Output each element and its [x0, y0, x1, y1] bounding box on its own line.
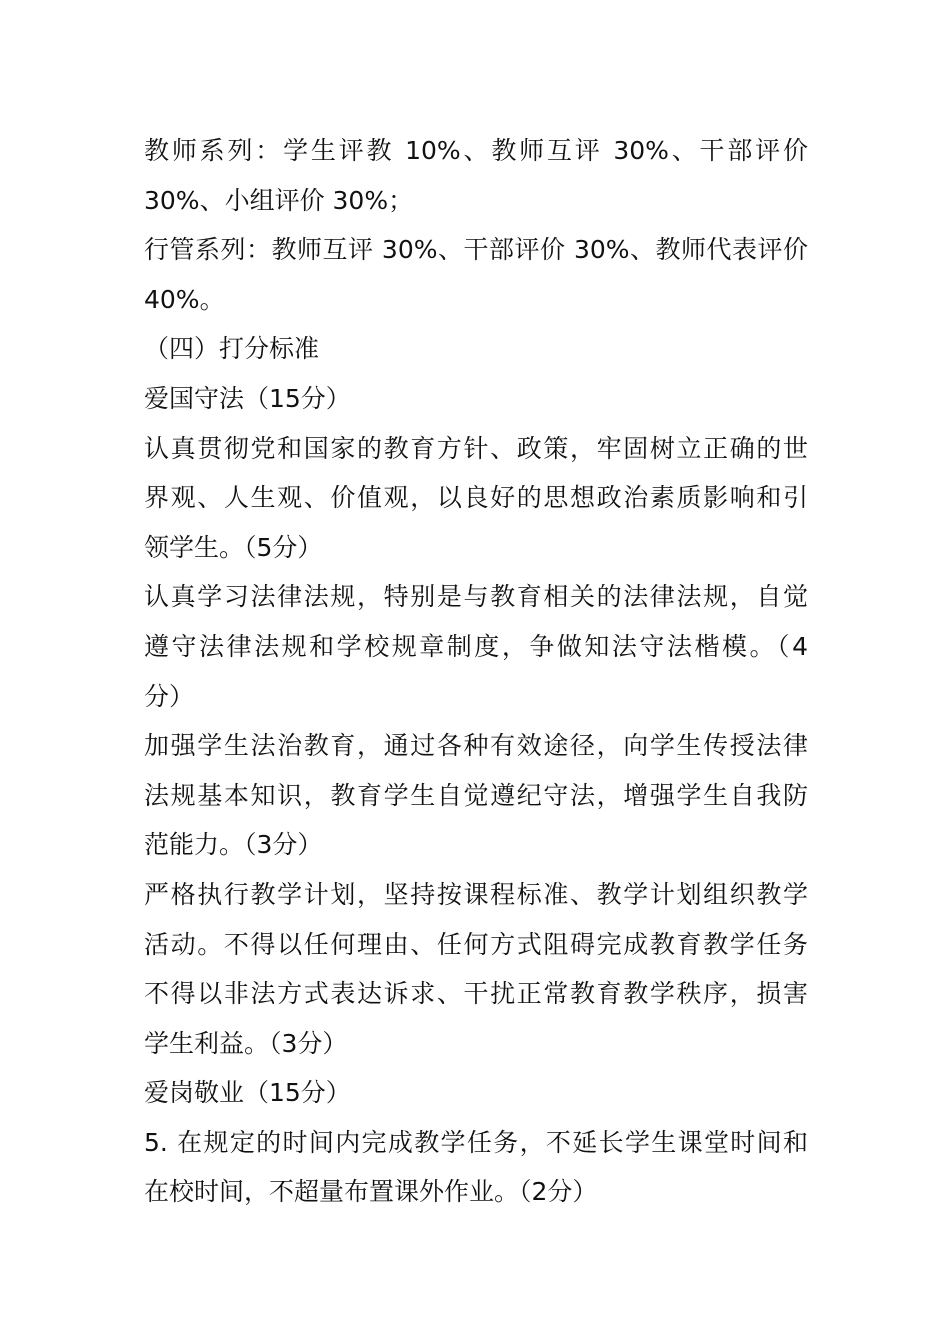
paragraph-line: 分）	[144, 681, 195, 711]
category-heading-dedication: 爱岗敬业（15分）	[144, 1078, 351, 1108]
evaluation-weights-teacher-line-1: 教师系列：学生评教 10%、教师互评 30%、干部评价	[144, 136, 808, 165]
paragraph-line: 在校时间，不超量布置课外作业。（2分）	[144, 1177, 598, 1207]
paragraph-line: 法规基本知识，教育学生自觉遵纪守法，增强学生自我防	[144, 780, 808, 810]
evaluation-weights-admin-line-2: 40%。	[144, 284, 225, 314]
section-heading-scoring-standard: （四）打分标准	[144, 334, 320, 364]
paragraph-line: 严格执行教学计划，坚持按课程标准、教学计划组织教学	[144, 879, 808, 909]
paragraph-line: 学生利益。（3分）	[144, 1028, 348, 1058]
paragraph-line: 5. 在规定的时间内完成教学任务，不延长学生课堂时间和	[144, 1127, 808, 1157]
paragraph-line: 领学生。（5分）	[144, 532, 323, 562]
evaluation-weights-admin-line-1: 行管系列：教师互评 30%、干部评价 30%、教师代表评价	[144, 235, 808, 265]
paragraph-line: 认真学习法律法规，特别是与教育相关的法律法规，自觉	[144, 582, 808, 612]
evaluation-weights-teacher-line-2: 30%、小组评价 30%；	[144, 185, 414, 215]
paragraph-line: 加强学生法治教育，通过各种有效途径，向学生传授法律	[144, 731, 808, 761]
paragraph-line: 界观、人生观、价值观，以良好的思想政治素质影响和引	[144, 483, 808, 513]
category-heading-patriotism-law: 爱国守法（15分）	[144, 383, 351, 413]
document-body	[144, 126, 808, 1217]
paragraph-line: 认真贯彻党和国家的教育方针、政策，牢固树立正确的世	[144, 433, 808, 463]
paragraph-line: 活动。不得以任何理由、任何方式阻碍完成教育教学任务	[144, 929, 808, 959]
paragraph-line: 不得以非法方式表达诉求、干扰正常教育教学秩序，损害	[144, 979, 808, 1009]
paragraph-line: 遵守法律法规和学校规章制度，争做知法守法楷模。（4	[144, 631, 808, 661]
paragraph-line: 范能力。（3分）	[144, 830, 323, 860]
